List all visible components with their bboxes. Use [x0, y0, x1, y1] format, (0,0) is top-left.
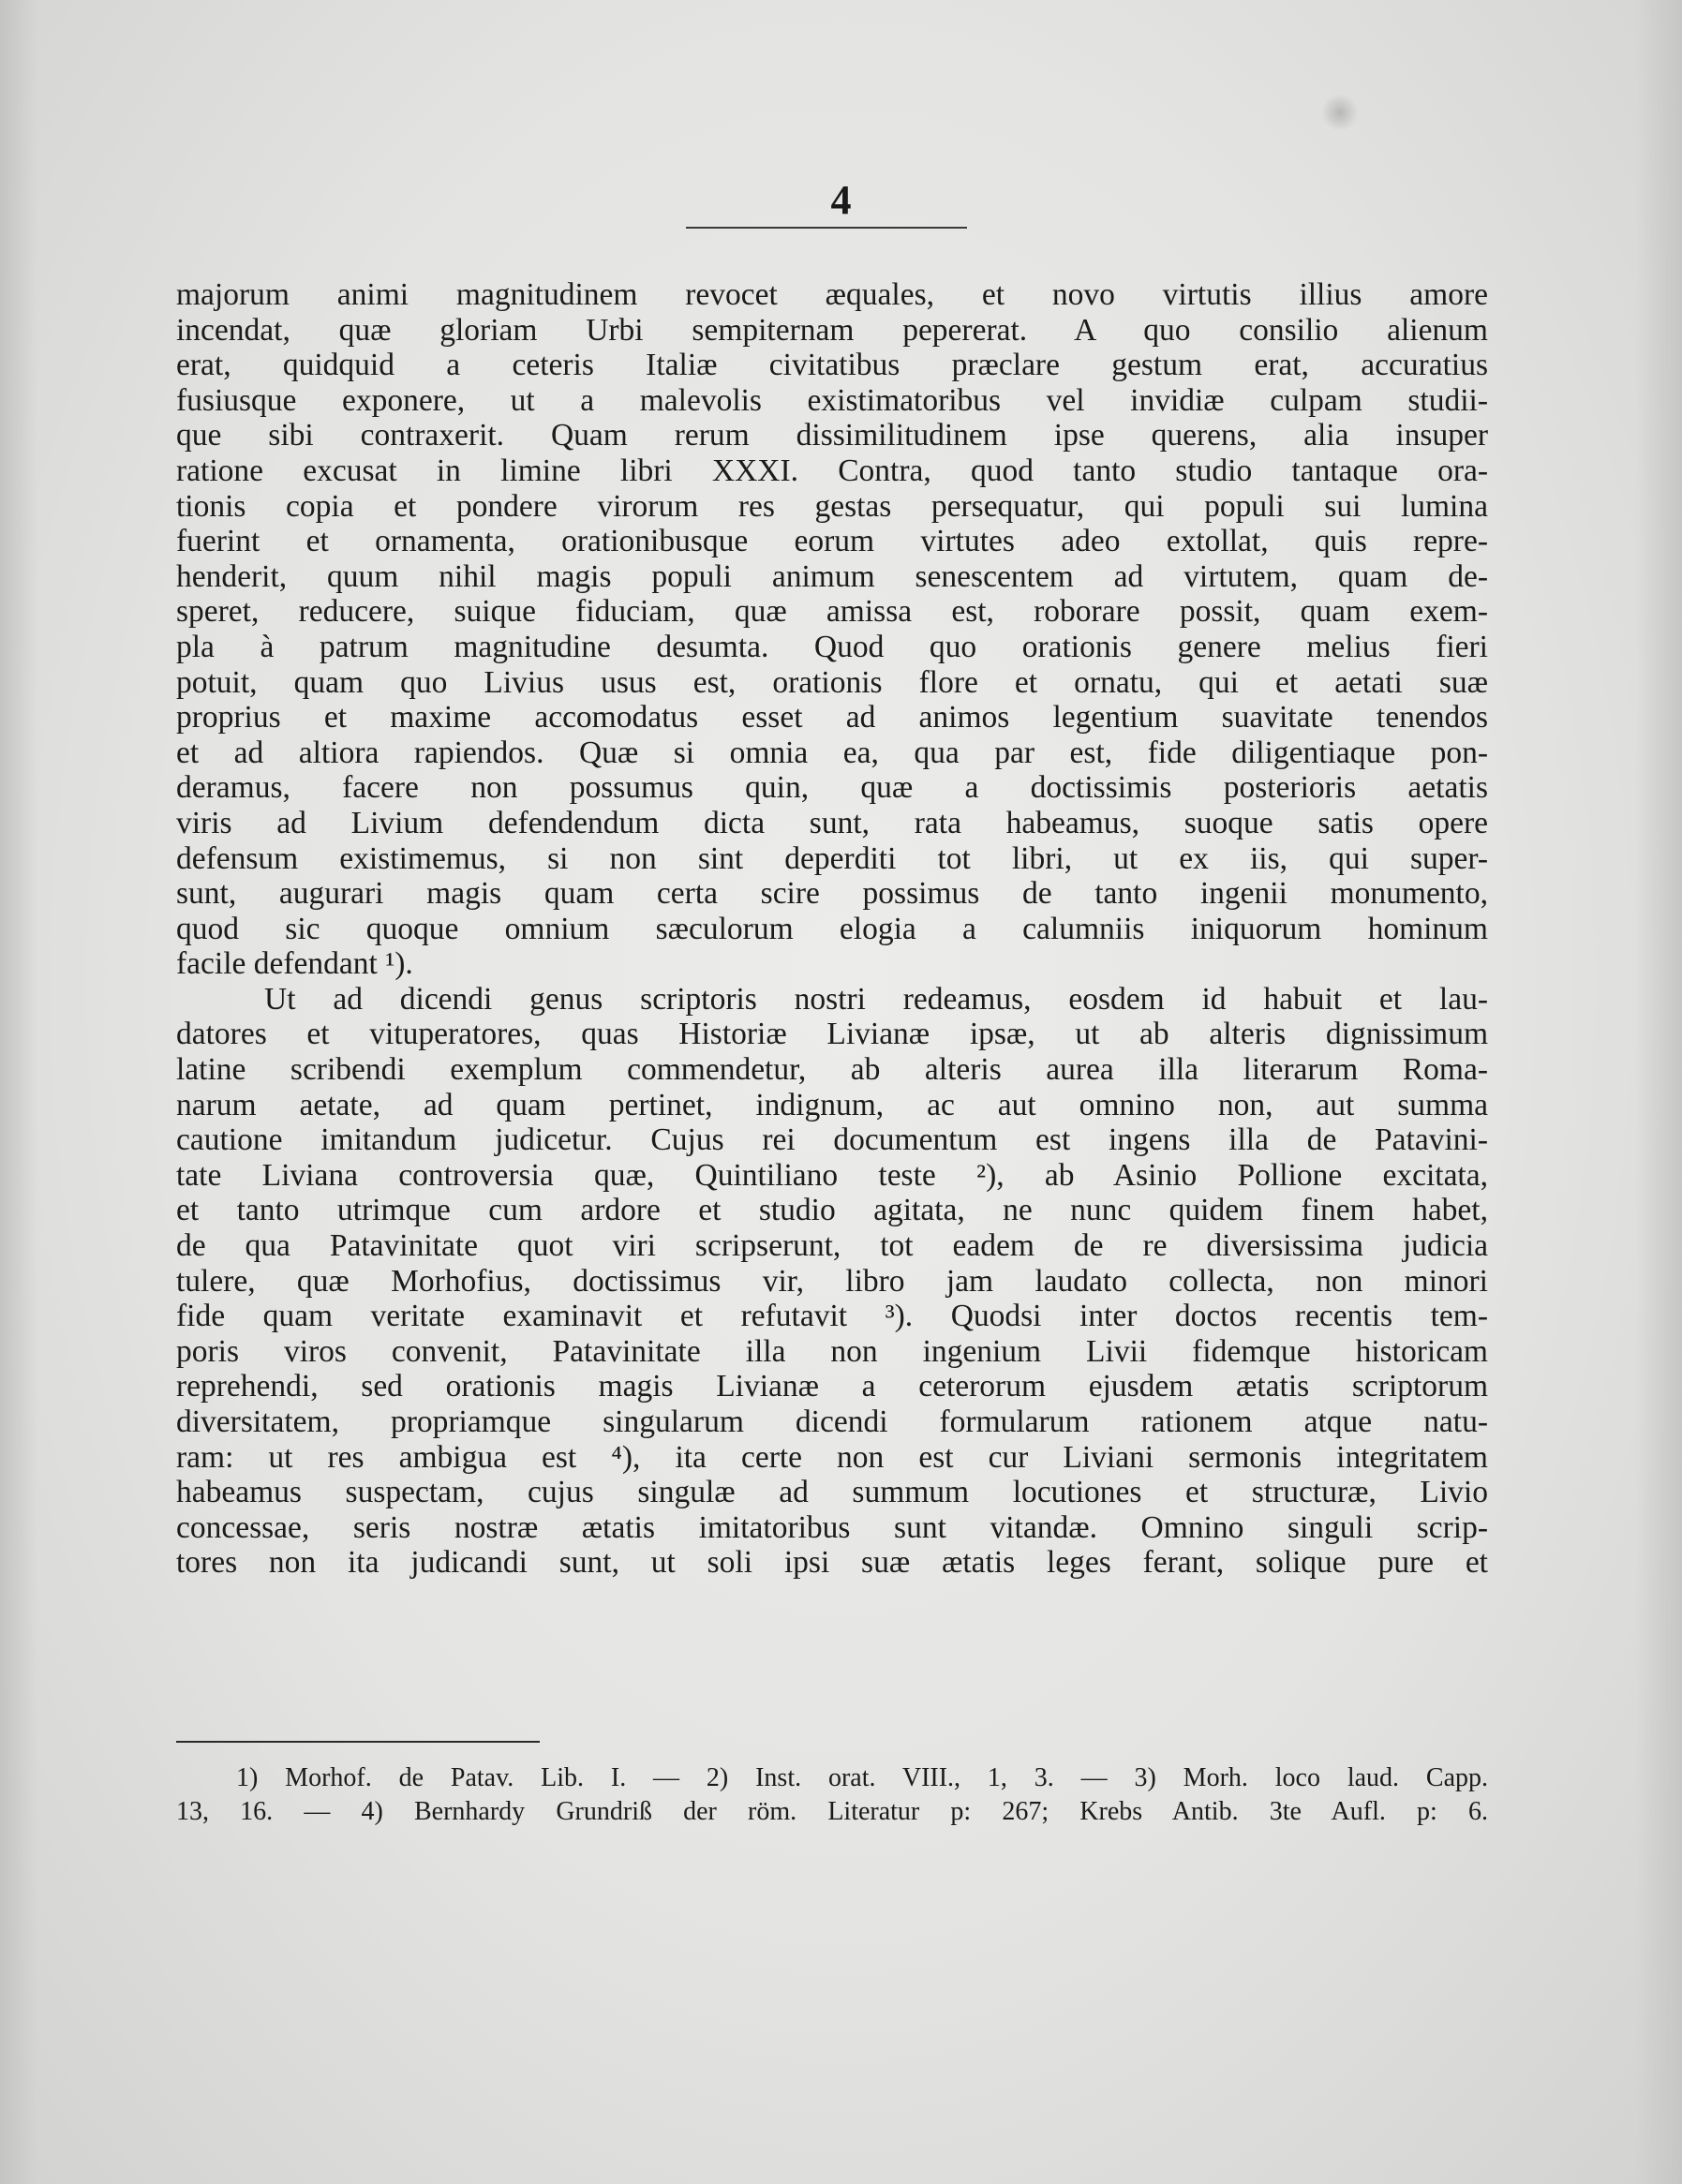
text-line: que sibi contraxerit. Quam rerum dissimilitudinem ipse querens, alia insuper: [176, 418, 1488, 453]
page-shadow-left: [0, 0, 37, 2184]
text-line: fide quam veritate examinavit et refutavit ³). Quodsi inter doctos recentis tem-: [176, 1299, 1488, 1334]
text-line: diversitatem, propriamque singularum dicendi formularum rationem atque natu-: [176, 1404, 1488, 1439]
text-line: poris viros convenit, Patavinitate illa non ingenium Livii fidemque historicam: [176, 1333, 1488, 1369]
text-line: fusiusque exponere, ut a malevolis existimatoribus vel invidiæ culpam studii-: [176, 382, 1488, 418]
footnotes: [176, 1761, 1488, 1829]
text-line: habeamus suspectam, cujus singulæ ad summum locutiones et structuræ, Livio: [176, 1475, 1488, 1510]
text-line: ram: ut res ambigua est ⁴), ita certe non est cur Liviani sermonis integritatem: [176, 1439, 1488, 1475]
footnote-line: 1) Morhof. de Patav. Lib. I. — 2) Inst. orat. VIII., 1, 3. — 3) Morh. loco laud. Capp.: [236, 1763, 1488, 1792]
text-line: speret, reducere, suique fiduciam, quæ amissa est, roborare possit, quam exem-: [176, 594, 1488, 630]
page-number: 4: [830, 177, 852, 223]
header-rule: [686, 227, 967, 229]
text-line: latine scribendi exemplum commendetur, ab alteris aurea illa literarum Roma-: [176, 1052, 1488, 1088]
paragraph-start-line: Ut ad dicendi genus scriptoris nostri redeamus, eosdem id habuit et lau-: [264, 981, 1488, 1017]
body-text: [176, 277, 1488, 1581]
text-line: proprius et maxime accomodatus esset ad animos legentium suavitate tenendos: [176, 700, 1488, 735]
text-line: reprehendi, sed orationis magis Livianæ a ceterorum ejusdem ætatis scriptorum: [176, 1369, 1488, 1404]
text-line: pla à patrum magnitudine desumta. Quod quo orationis genere melius fieri: [176, 629, 1488, 664]
text-line: datores et vituperatores, quas Historiæ Livianæ ipsæ, ut ab alteris dignissimum: [176, 1017, 1488, 1052]
text-line: deramus, facere non possumus quin, quæ a doctissimis posterioris aetatis: [176, 770, 1488, 806]
text-line: tate Liviana controversia quæ, Quintiliano teste ²), ab Asinio Pollione excitata,: [176, 1157, 1488, 1193]
text-line: henderit, quum nihil magis populi animum senescentem ad virtutem, quam de-: [176, 558, 1488, 594]
text-line: et ad altiora rapiendos. Quæ si omnia ea, qua par est, fide diligentiaque pon-: [176, 735, 1488, 770]
text-line: narum aetate, ad quam pertinet, indignum, ac aut omnino non, aut summa: [176, 1087, 1488, 1122]
text-line: ratione excusat in limine libri XXXI. Contra, quod tanto studio tantaque ora-: [176, 453, 1488, 488]
text-line: facile defendant ¹).: [176, 946, 413, 982]
text-line: fuerint et ornamenta, orationibusque eorum virtutes adeo extollat, quis repre-: [176, 524, 1488, 559]
text-line: defensum existimemus, si non sint deperditi tot libri, ut ex iis, qui super-: [176, 840, 1488, 876]
text-line: de qua Patavinitate quot viri scripserunt, tot eadem de re diversissima judicia: [176, 1228, 1488, 1264]
text-line: incendat, quæ gloriam Urbi sempiternam pepererat. A quo consilio alienum: [176, 312, 1488, 348]
text-line: viris ad Livium defendendum dicta sunt, rata habeamus, suoque satis opere: [176, 805, 1488, 840]
text-line: potuit, quam quo Livius usus est, orationis flore et ornatu, qui et aetati suæ: [176, 664, 1488, 700]
text-line: erat, quidquid a ceteris Italiæ civitatibus præclare gestum erat, accuratius: [176, 348, 1488, 383]
text-line: tulere, quæ Morhofius, doctissimus vir, libro jam laudato collecta, non minori: [176, 1263, 1488, 1299]
text-line: concessae, seris nostræ ætatis imitatoribus sunt vitandæ. Omnino singuli scrip-: [176, 1509, 1488, 1545]
text-line: tionis copia et pondere virorum res gestas persequatur, qui populi sui lumina: [176, 488, 1488, 524]
text-line: majorum animi magnitudinem revocet æquales, et novo virtutis illius amore: [176, 277, 1488, 312]
text-line: et tanto utrimque cum ardore et studio agitata, ne nunc quidem finem habet,: [176, 1193, 1488, 1228]
footnote-line: 13, 16. — 4) Bernhardy Grundriß der röm. Literatur p: 267; Krebs Antib. 3te Aufl. p: 6.: [176, 1797, 1488, 1826]
footnote-rule: [176, 1741, 540, 1743]
page-shadow-right: [1635, 0, 1682, 2184]
text-line: tores non ita judicandi sunt, ut soli ipsi suæ ætatis leges ferant, solique pure et: [176, 1545, 1488, 1581]
ink-smudge: [1321, 94, 1359, 131]
text-line: quod sic quoque omnium sæculorum elogia a calumniis iniquorum hominum: [176, 911, 1488, 946]
text-line: sunt, augurari magis quam certa scire possimus de tanto ingenii monumento,: [176, 876, 1488, 912]
text-line: cautione imitandum judicetur. Cujus rei documentum est ingens illa de Patavini-: [176, 1122, 1488, 1158]
